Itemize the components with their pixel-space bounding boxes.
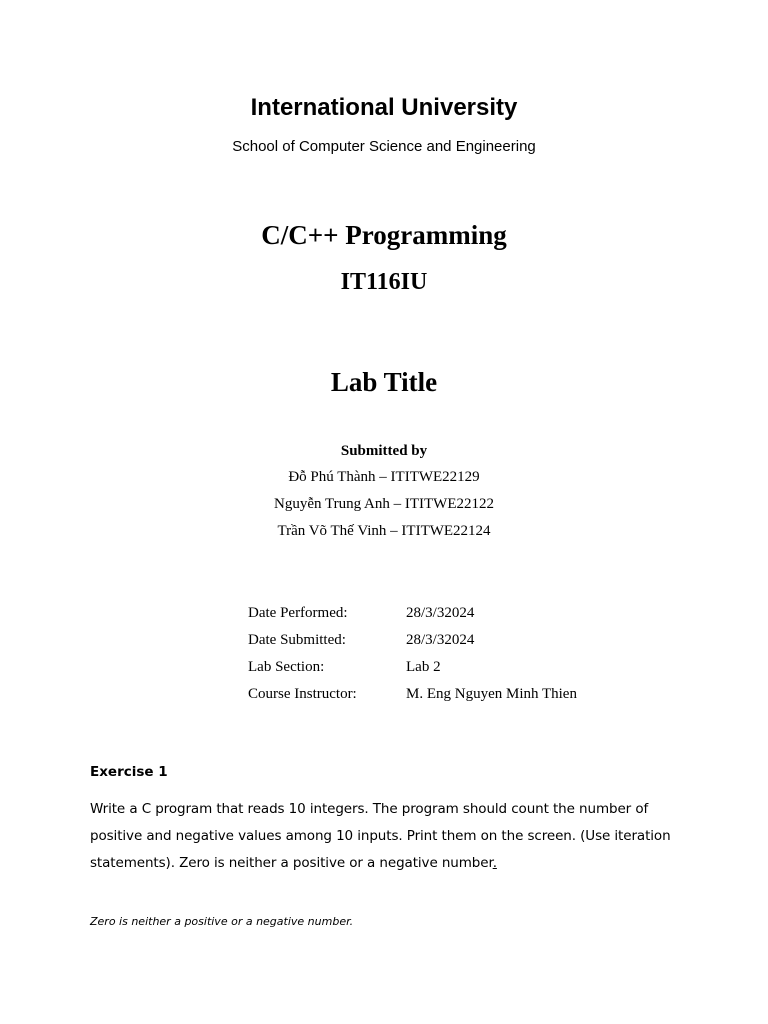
info-value: Lab 2 <box>406 659 441 675</box>
course-name: C/C++ Programming <box>261 220 507 250</box>
info-value: 28/3/32024 <box>406 632 475 648</box>
submitted-by-heading: Submitted by <box>340 443 428 459</box>
lab-title: Lab Title <box>330 367 438 397</box>
info-label: Course Instructor: <box>248 686 357 702</box>
school-name: School of Computer Science and Engineering <box>232 138 536 155</box>
info-row-date-submitted <box>248 627 577 654</box>
course-code: IT116IU <box>340 269 428 295</box>
info-row-course-instructor <box>248 681 577 708</box>
lab-info-table <box>248 600 577 708</box>
info-label: Date Performed: <box>248 605 348 621</box>
exercise-line: Write a C program that reads 10 integers. The program should count the number of <box>90 801 649 817</box>
info-value: 28/3/32024 <box>406 605 475 621</box>
info-row-lab-section <box>248 654 577 681</box>
info-label: Date Submitted: <box>248 632 346 648</box>
exercise-line: statements). Zero is neither a positive or a negative number <box>90 855 493 871</box>
exercise-description <box>90 796 680 877</box>
info-value: M. Eng Nguyen Minh Thien <box>406 686 577 702</box>
university-name: International University <box>250 94 518 121</box>
exercise-trailing-mark: . <box>492 855 497 871</box>
member-line: Đỗ Phú Thành – ITITWE22129 <box>288 469 480 485</box>
exercise-line-last <box>90 850 680 877</box>
member-line: Nguyễn Trung Anh – ITITWE22122 <box>274 496 494 512</box>
exercise-note: Zero is neither a positive or a negative number. <box>90 915 354 928</box>
info-row-date-performed <box>248 600 577 627</box>
member-line: Trần Võ Thế Vinh – ITITWE22124 <box>277 523 491 539</box>
exercise-line: positive and negative values among 10 inputs. Print them on the screen. (Use iteration <box>90 828 671 844</box>
exercise-title: Exercise 1 <box>90 764 168 780</box>
info-label: Lab Section: <box>248 659 325 675</box>
